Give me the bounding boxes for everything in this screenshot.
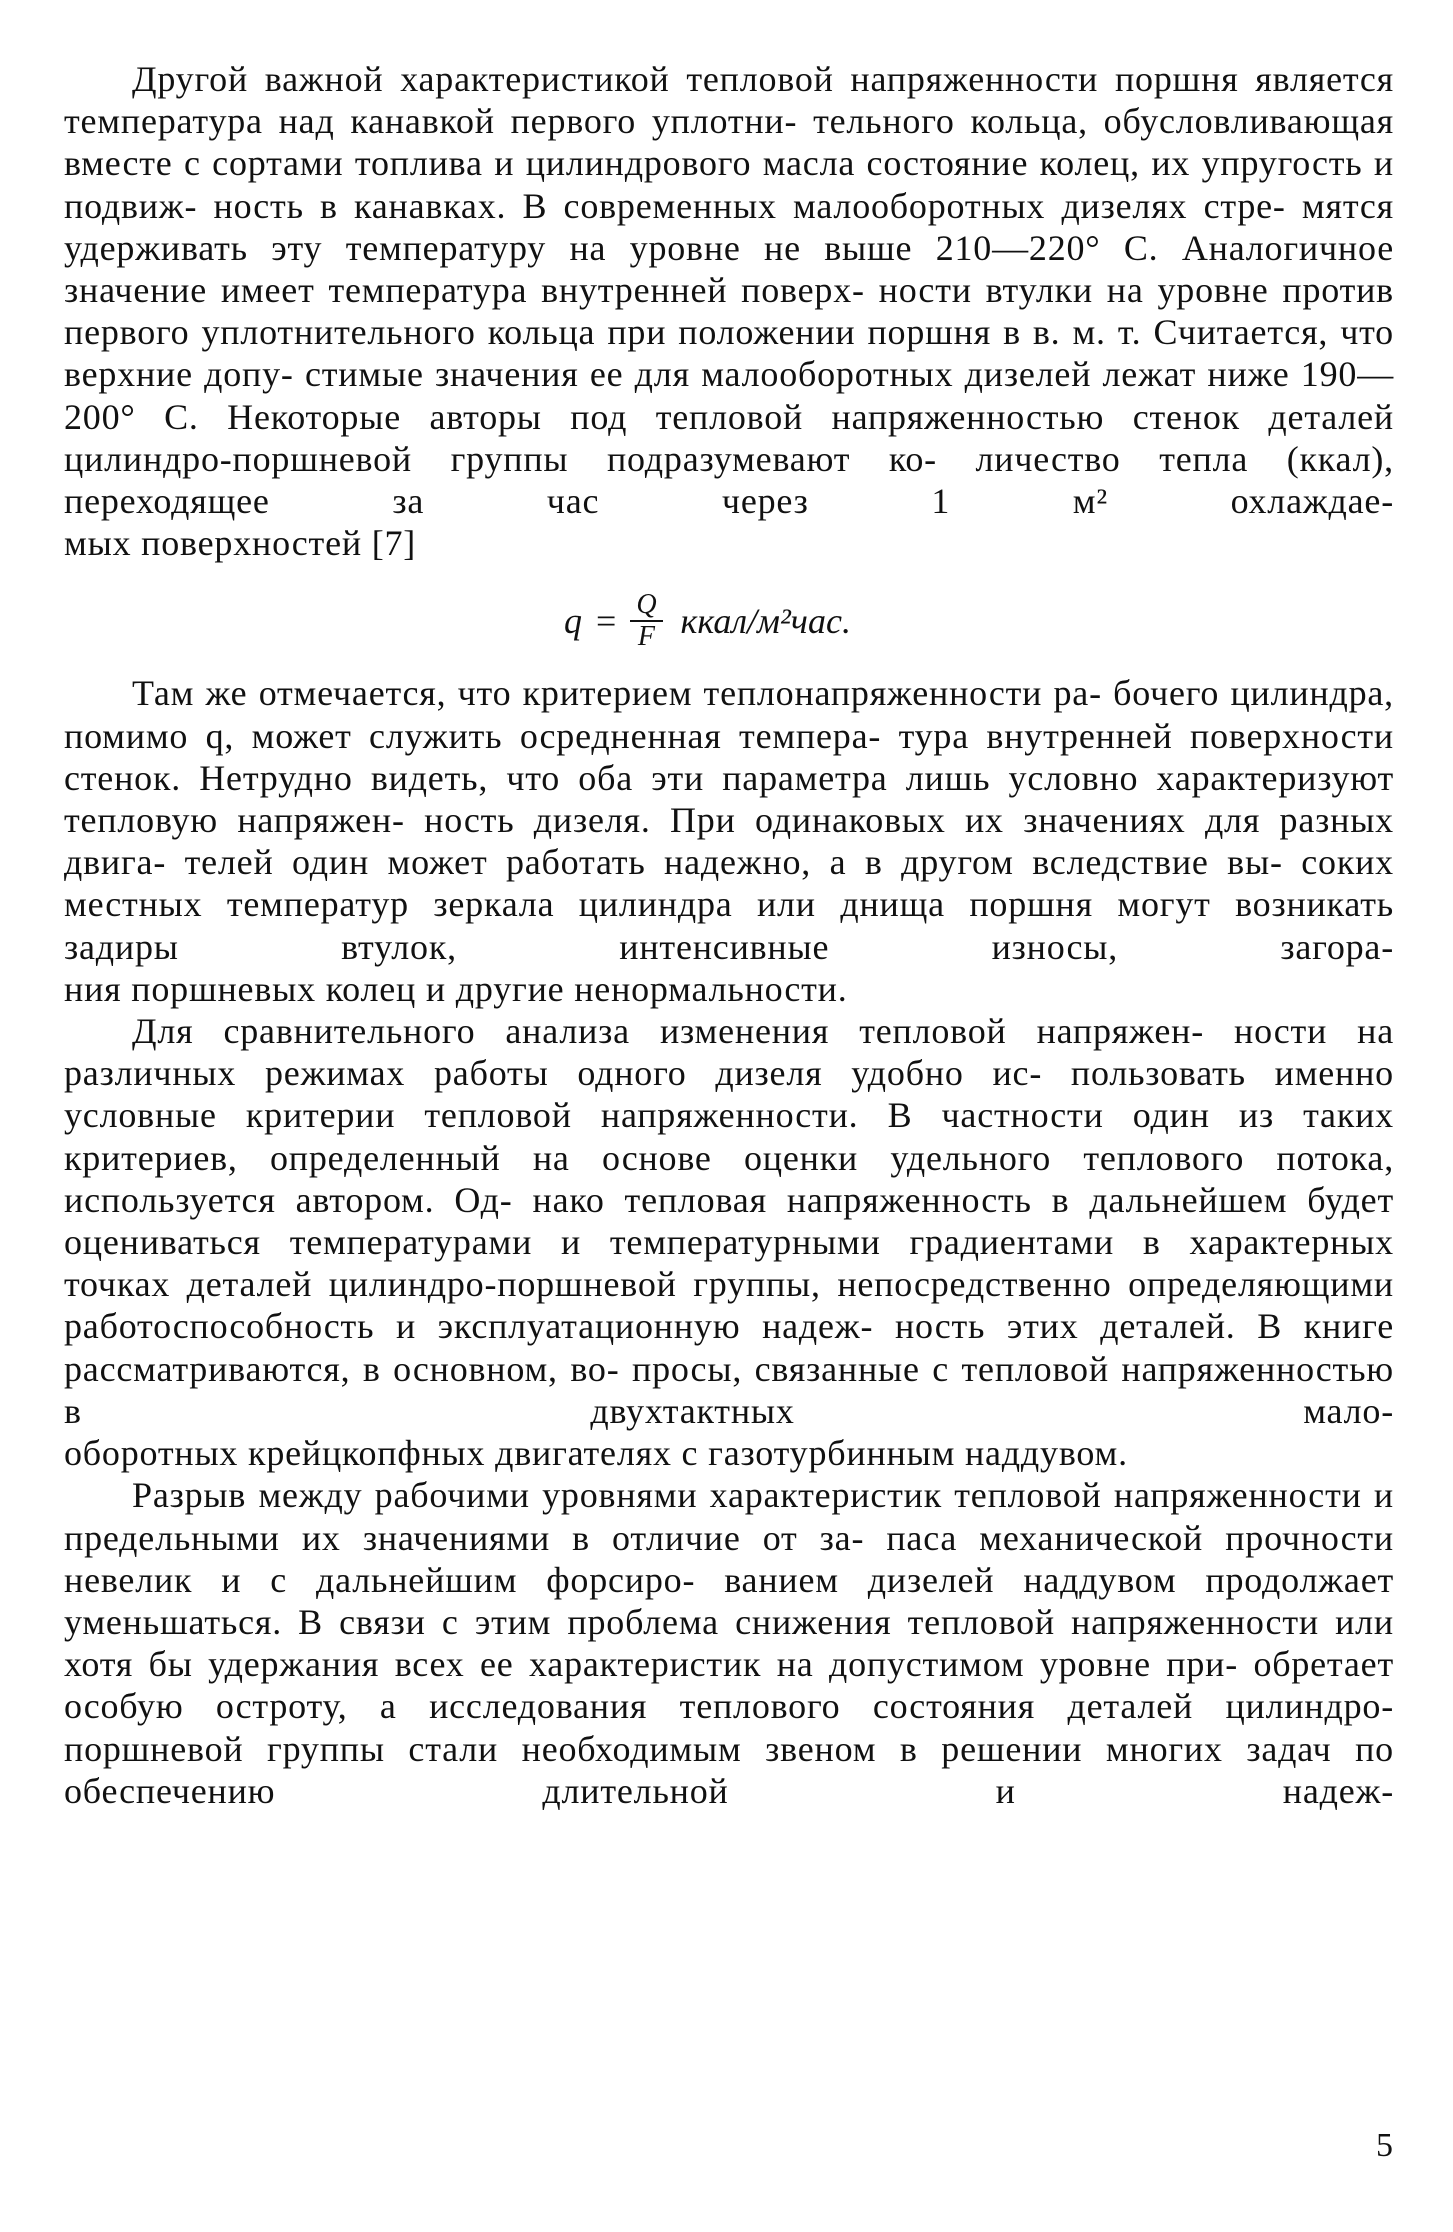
text-line: в решении многих задач по обеспечению длительной и надеж- [64,1728,1394,1811]
text-line: при положении поршня в в. м. т. Считается, что верхние допу- [64,312,1394,395]
text-line: пользовать именно условные критерии тепловой напряженности. [64,1053,1394,1136]
text-line: ность этих деталей. В книге рассматриваются, в основном, во- [64,1306,1394,1389]
text-line: определяющими работоспособность и эксплуатационную надеж- [64,1264,1394,1347]
paragraph-p1 [64,58,1394,564]
text-line: поршня является температура над канавкой первого уплотни- [64,59,1394,142]
text-line: тура внутренней поверхности стенок. Нетрудно видеть, что оба [64,715,1394,798]
text-line: деталей цилиндро-поршневой группы стали необходимым звеном [64,1686,1394,1769]
text-line: эти параметра лишь условно характеризуют тепловую напряжен- [64,757,1395,841]
text-line: и цилиндрового масла состояние колец, их упругость и подвиж- [64,143,1394,226]
text-block-after-formula [64,672,1394,1811]
text-line: точках деталей цилиндро-поршневой группы, непосредственно [64,1264,1112,1305]
formula-unit: ккал/м²час. [680,601,851,642]
text-line: ванием дизелей наддувом продолжает уменьшаться. В связи [64,1559,1394,1642]
page-number: 5 [1376,2127,1393,2164]
text-line: обретает особую остроту, а исследования теплового состояния [64,1644,1394,1727]
text-line: нако тепловая напряженность в дальнейшем будет оцениваться [64,1179,1394,1263]
text-line: могут возникать задиры втулок, интенсивные износы, загора- [64,884,1394,967]
paragraph-p4 [64,1474,1394,1812]
formula-equals: = [596,601,617,642]
formula-fraction [630,590,662,652]
text-line: бочего цилиндра, помимо q, может служить осредненная темпера- [64,673,1394,756]
formula-heat-flux [64,564,1394,672]
text-line: телей один может работать надежно, а в другом вследствие вы- [184,842,1283,883]
text-line: 190—200° С. Некоторые авторы под тепловой напряженностью [64,354,1394,437]
book-page [64,58,1394,2168]
text-line: соких местных температур зеркала цилиндра или днища поршня [64,842,1394,925]
text-line: ности втулки на уровне против первого уплотнительного кольца [64,270,1394,353]
formula-expression [564,590,851,652]
text-line: Разрыв между рабочими уровнями характеристик тепловой [132,1475,1102,1516]
text-line: оценки удельного теплового потока, используется автором. Од- [64,1137,1394,1220]
formula-lhs: q [564,601,582,642]
text-line: напряженности и предельными их значениями в отличие от за- [64,1475,1394,1558]
text-line: Для сравнительного анализа изменения тепловой напряжен- [132,1011,1204,1052]
text-line: Другой важной характеристикой тепловой напряженности [132,59,1099,99]
text-line: паса механической прочности невелик и с дальнейшим форсиро- [64,1517,1394,1600]
text-line: ность в канавках. В современных малооборотных дизелях стре- [213,185,1286,226]
text-line-last: оборотных крейцкопфных двигателях с газотурбинным наддувом. [64,1433,1128,1474]
text-line: мятся удерживать эту температуру на уровне не выше 210—220° С. [64,185,1394,268]
text-line-last: мых поверхностей [7] [64,523,417,564]
text-line: просы, связанные с тепловой напряженностью в двухтактных мало- [64,1348,1394,1431]
paragraph-p2 [64,672,1394,1010]
text-block-before-formula [64,58,1394,564]
paragraph-p3 [64,1010,1394,1474]
text-line-last: ния поршневых колец и другие ненормальности. [64,968,848,1009]
text-line: ность дизеля. При одинаковых их значениях для разных двига- [64,800,1394,883]
text-line: Там же отмечается, что критерием теплонапряженности ра- [132,673,1102,714]
text-line: личество тепла (ккал), переходящее за час через 1 м² охлаждае- [64,438,1394,522]
formula-numerator: Q [630,590,662,622]
text-line: Аналогичное значение имеет температура внутренней поверх- [64,227,1394,311]
text-line: температурами и температурными градиентами в характерных [289,1222,1394,1263]
formula-denominator: F [637,621,655,653]
text-line: с этим проблема снижения тепловой напряженности или хотя бы [64,1601,1394,1685]
text-line: стимые значения ее для малооборотных дизелей лежат ниже [305,354,1290,395]
text-line: стенок деталей цилиндро-поршневой группы подразумевают ко- [64,396,1394,479]
text-line: удержания всех ее характеристик на допустимом уровне при- [208,1644,1239,1685]
text-line: В частности один из таких критериев, определенный на основе [64,1095,1394,1178]
text-line: ности на различных режимах работы одного дизеля удобно ис- [64,1011,1394,1094]
text-line: тельного кольца, обусловливающая вместе с сортами топлива [64,101,1394,184]
